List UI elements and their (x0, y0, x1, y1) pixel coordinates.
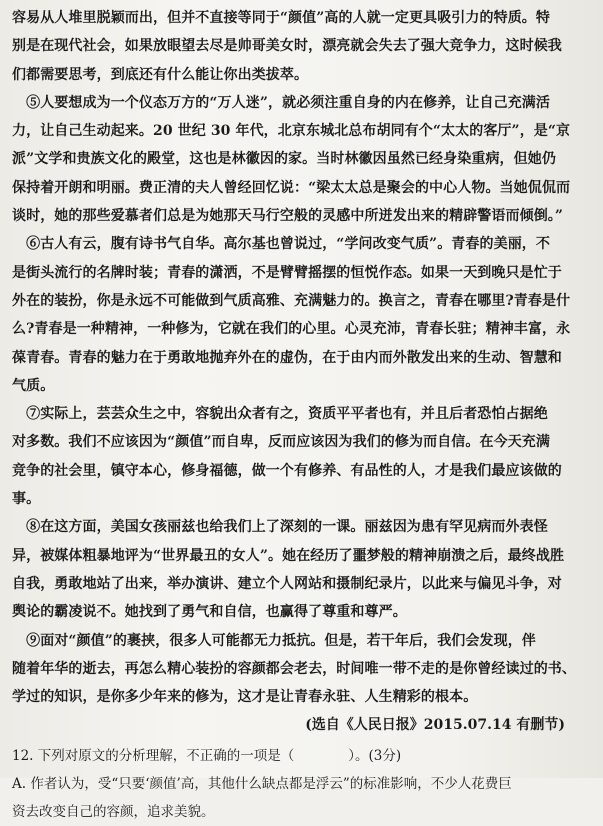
paragraph-para-8 (12, 513, 575, 626)
paragraph-line: 派”文学和贵族文化的殿堂，这也是林徽因的家。当时林徽因虽然已经身染重病，但她仍 (12, 151, 556, 168)
paragraph-line: 葆青春。青春的魅力在于勇敢地抛弃外在的虚伪，在于由内而外散发出来的生动、智慧和 (12, 349, 562, 366)
paragraph-line: 谈时，她的那些爱慕者们总是为她那天马行空般的灵感中所迸发出来的精辟警语而倾倒。” (12, 208, 564, 225)
paragraph-line: 么?青春是一种精神，一种修为，它就在我们的心里。心灵充沛，青春长驻；精神丰富，永 (12, 321, 571, 338)
option-a-line: 资去改变自己的容颜，追求美貌。 (12, 804, 215, 821)
paragraph-line: ⑥古人有云，腹有诗书气自华。高尔基也曾说过，“学问改变气质”。青春的美丽，不 (12, 236, 551, 253)
paragraph-para-7 (12, 400, 575, 513)
paragraph-line: 舆论的霸凌说不。她找到了勇气和自信，也赢得了尊重和尊严。 (12, 604, 407, 621)
paragraph-line: 别是在现代社会，如果放眼望去尽是帅哥美女时，漂亮就会失去了强大竞争力，这时候我 (12, 38, 562, 55)
paragraph-line: 随着年华的逝去，再怎么精心装扮的容颜都会老去，时间唯一带不走的是你曾经读过的书、 (12, 660, 576, 677)
question-12-title: 12. 下列对原文的分析理解，不正确的一项是（ ）。(3分) (12, 748, 402, 765)
paragraph-line: 外在的装扮，你是永远不可能做到气质高雅、充满魅力的。换言之，青春在哪里?青春是什 (12, 292, 571, 309)
paragraph-line: 对多数。我们不应该因为“颜值”而自卑，反而应该因为我们的修为而自信。在今天充满 (12, 434, 551, 451)
paragraph-line: 学过的知识，是你多少年来的修为，这才是让青春永驻、人生精彩的根本。 (12, 689, 478, 706)
paragraph-line: ⑤人要想成为一个仪态万方的“万人迷”，就必须注重自身的内在修养，让自己充满活 (12, 94, 551, 111)
paragraph-line: 异，被媒体粗暴地评为“世界最丑的女人”。她在经历了噩梦般的精神崩溃之后，最终战胜 (12, 547, 565, 564)
paragraph-line: 保持着开朗和明丽。费正清的夫人曾经回忆说：“梁太太总是聚会的中心人物。当她侃侃而 (12, 179, 571, 196)
paragraph-para-9 (12, 627, 575, 712)
paragraph-line: 气质。 (12, 377, 55, 394)
paragraph-para-6 (12, 230, 575, 400)
paragraph-line: 是街头流行的名牌时装；青春的潇洒，不是臂臂摇摆的恒悦作态。如果一天到晚只是忙于 (12, 264, 562, 281)
article-body (12, 4, 575, 711)
paragraph-intro-continued (12, 4, 575, 89)
paragraph-line: 力，让自己生动起来。20 世纪 30 年代，北京东城北总布胡同有个“太太的客厅”，是“京 (12, 123, 571, 140)
question-12-option-a (12, 770, 575, 826)
paragraph-line: 容易从人堆里脱颖而出，但并不直接等同于“颜值”高的人就一定更具吸引力的特质。特 (12, 10, 551, 26)
paragraph-line: 们都需要思考，到底还有什么能让你出类拔萃。 (12, 66, 309, 83)
paragraph-line: ⑨面对“颜值”的裹挟，很多人可能都无力抵抗。但是，若干年后，我们会发现，伴 (12, 632, 536, 649)
paragraph-para-5 (12, 89, 575, 230)
paragraph-line: 自我，勇敢地站了出来，举办演讲、建立个人网站和摄制纪录片，以此来与偏见斗争，对 (12, 575, 562, 592)
option-a-line: A. 作者认为，受“只要‘颜值’高，其他什么缺点都是浮云”的标准影响，不少人花费巨 (12, 776, 512, 793)
paragraph-line: 竞争的社会里，镇守本心，修身福德，做一个有修养、有品性的人，才是我们最应该做的 (12, 462, 562, 479)
paragraph-line: 事。 (12, 491, 41, 508)
paragraph-line: ⑧在这方面，美国女孩丽兹也给我们上了深刻的一课。丽兹因为患有罕见病而外表怪 (12, 519, 548, 536)
paragraph-line: ⑦实际上，芸芸众生之中，容貌出众者有之，资质平平者也有，并且后者恐怕占据绝 (12, 406, 548, 423)
source-citation: (选自《人民日报》2015.07.14 有删节) (305, 717, 565, 734)
